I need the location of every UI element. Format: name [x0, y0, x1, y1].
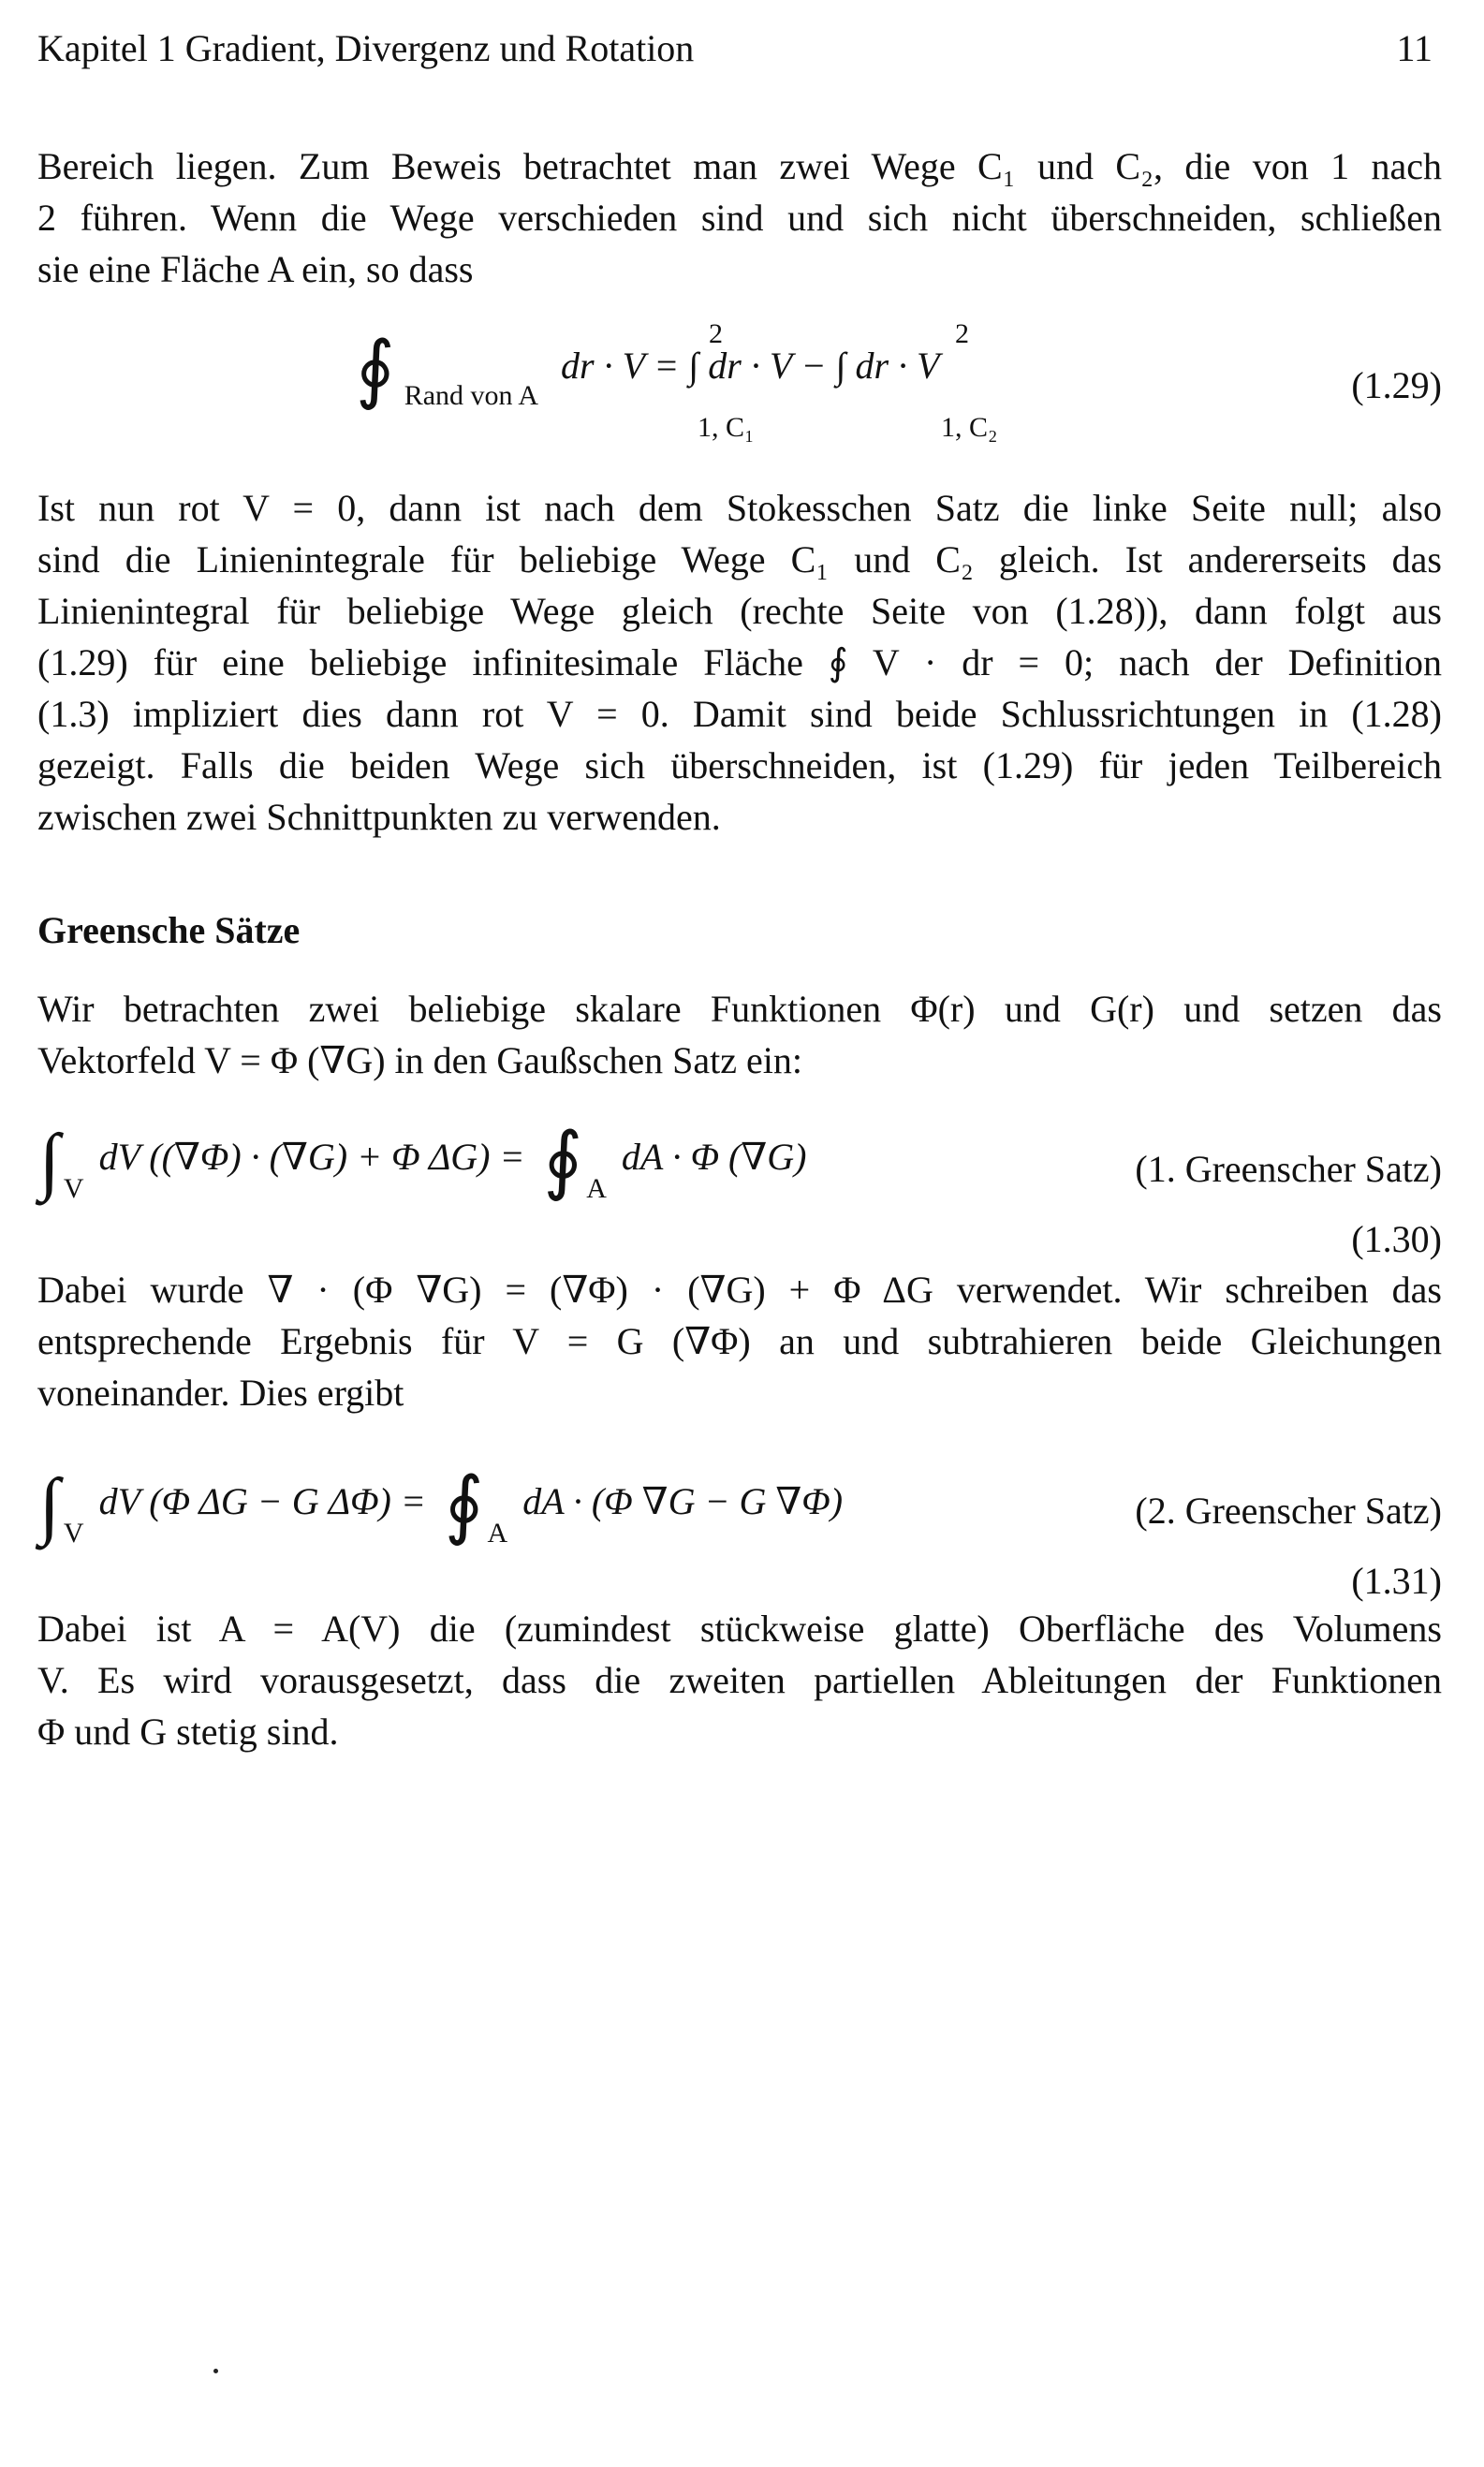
text-line: zwischen zwei Schnittpunkten zu verwenden. [37, 796, 721, 838]
equation-number: (1.30) [1351, 1218, 1442, 1260]
contour-integral-icon: ∮ [356, 329, 395, 411]
paragraph-4 [37, 1264, 1442, 1418]
text-line: 2 führen. Wenn die Wege verschieden sind und sich nicht überschneiden, schließen [37, 197, 1442, 239]
integral-subscript: A [487, 1518, 508, 1549]
integral-subscript: V [63, 1518, 84, 1549]
equation-lhs: dV ((∇Φ) · (∇G) + Φ ΔG) = [98, 1136, 525, 1179]
section-heading: Greensche Sätze [37, 909, 301, 951]
text-line: voneinander. Dies ergibt [37, 1372, 404, 1414]
text-line: Bereich liegen. Zum Beweis betrachtet man zwei Wege C₁ und C₂, die von 1 nach [37, 145, 1442, 187]
int2-upper-limit: 2 [955, 318, 969, 349]
integral-icon: ∫ [39, 1464, 60, 1547]
equation-rhs: dA · Φ (∇G) [621, 1136, 807, 1179]
paragraph-2 [37, 482, 1442, 843]
contour-integral-icon: ∮ [543, 1120, 583, 1202]
int2-lower-limit: 1, C₂ [941, 412, 998, 443]
paragraph-3 [37, 983, 1442, 1086]
int1-lower-limit: 1, C₁ [698, 412, 755, 443]
equation-lhs: dV (Φ ΔG − G ΔΦ) = [98, 1480, 426, 1523]
equation-number: (1.29) [1351, 364, 1442, 406]
equation-1-29 [356, 329, 940, 412]
paragraph-1 [37, 140, 1442, 295]
contour-integral-icon: ∮ [444, 1464, 484, 1547]
chapter-title: Kapitel 1 Gradient, Divergenz und Rotation [37, 27, 695, 69]
integral-subscript: Rand von A [404, 380, 539, 412]
equation-body: dr · V = ∫ dr · V − ∫ dr · V [561, 345, 940, 388]
text-line: sie eine Fläche A ein, so dass [37, 248, 474, 290]
text-line: Φ und G stetig sind. [37, 1711, 339, 1753]
integral-subscript: V [63, 1173, 84, 1205]
equation-1-30 [39, 1120, 807, 1205]
text-line: V. Es wird vorausgesetzt, dass die zweiten partiellen Ableitungen der Funktionen [37, 1659, 1442, 1701]
text-line: (1.3) impliziert dies dann rot V = 0. Damit sind beide Schlussrichtungen in (1.28) [37, 693, 1442, 735]
text-line: Vektorfeld V = Φ (∇G) in den Gaußschen Satz ein: [37, 1039, 802, 1081]
text-line: Dabei wurde ∇ · (Φ ∇G) = (∇Φ) · (∇G) + Φ ΔG verwendet. Wir schreiben das [37, 1269, 1442, 1311]
text-line: sind die Linienintegrale für beliebige Wege C₁ und C₂ gleich. Ist andererseits das [37, 538, 1442, 580]
text-line: Ist nun rot V = 0, dann ist nach dem Stokesschen Satz die linke Seite null; also [37, 487, 1442, 529]
equation-label: (2. Greenscher Satz) [1135, 1490, 1442, 1532]
int1-upper-limit: 2 [709, 318, 723, 349]
text-line: Dabei ist A = A(V) die (zumindest stückweise glatte) Oberfläche des Volumens [37, 1608, 1442, 1650]
page-number: 11 [1396, 27, 1433, 69]
text-line: (1.29) für eine beliebige infinitesimale Fläche ∮ V · dr = 0; nach der Definition [37, 641, 1442, 683]
ink-speck [213, 2369, 218, 2373]
equation-number: (1.31) [1351, 1560, 1442, 1602]
text-line: Wir betrachten zwei beliebige skalare Funktionen Φ(r) und G(r) und setzen das [37, 988, 1442, 1030]
paragraph-5 [37, 1603, 1442, 1757]
equation-rhs: dA · (Φ ∇G − G ∇Φ) [522, 1480, 844, 1523]
equation-1-31 [39, 1464, 844, 1549]
text-line: gezeigt. Falls die beiden Wege sich überschneiden, ist (1.29) für jeden Teilbereich [37, 744, 1442, 786]
integral-subscript: A [586, 1173, 607, 1205]
text-line: Linienintegral für beliebige Wege gleich (rechte Seite von (1.28)), dann folgt aus [37, 590, 1442, 632]
text-line: entsprechende Ergebnis für V = G (∇Φ) an und subtrahieren beide Gleichungen [37, 1320, 1442, 1362]
integral-icon: ∫ [39, 1120, 60, 1202]
equation-label: (1. Greenscher Satz) [1135, 1148, 1442, 1190]
